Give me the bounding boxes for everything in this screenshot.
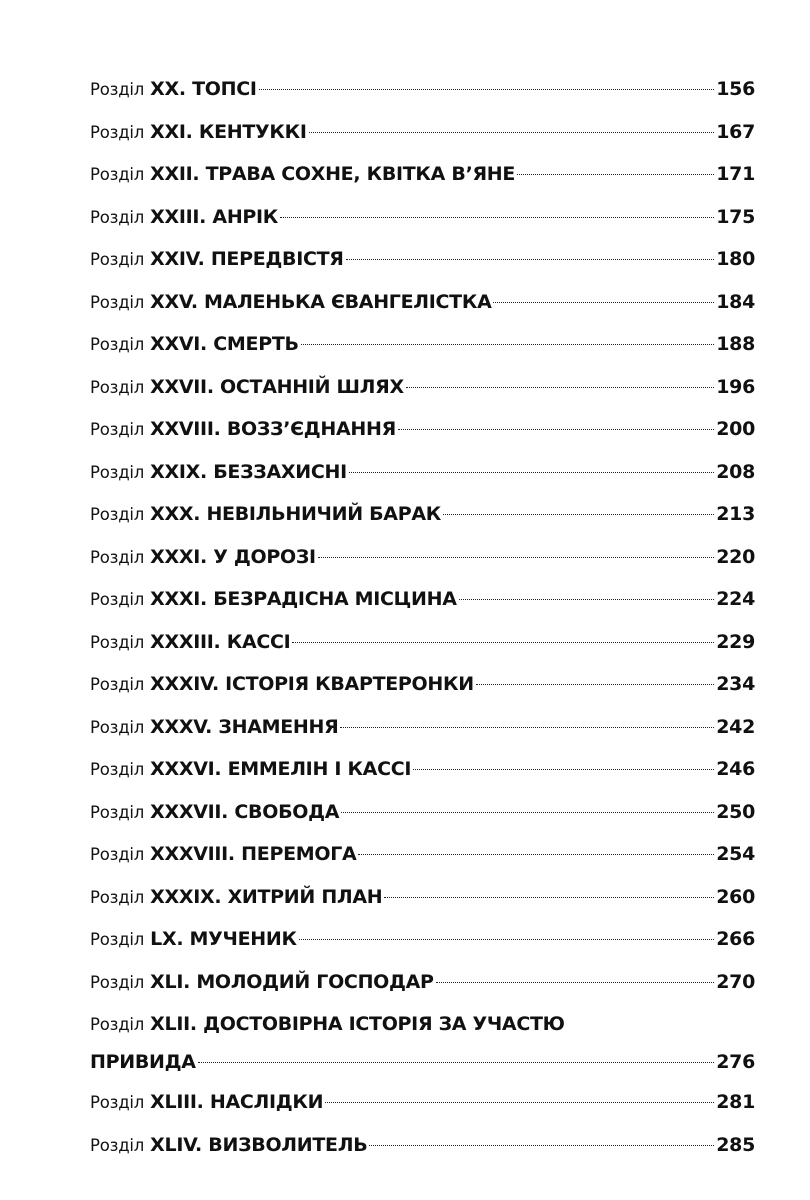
dot-leader (493, 302, 714, 303)
chapter-title: XXIII. АНРІК (150, 205, 279, 228)
toc-entry-line-1 (90, 1005, 755, 1043)
dot-leader (443, 514, 714, 515)
toc-entry (90, 791, 755, 834)
toc-entry (90, 918, 755, 961)
dot-leader (517, 174, 714, 175)
chapter-prefix: Розділ (90, 1093, 145, 1112)
chapter-title: XLI. МОЛОДИЙ ГОСПОДАР (150, 970, 434, 993)
page-number: 213 (716, 503, 755, 525)
dot-leader (476, 684, 714, 685)
chapter-title: XLIV. ВИЗВОЛИТЕЛЬ (150, 1133, 368, 1156)
toc-entry (90, 748, 755, 791)
page-number: 184 (716, 290, 755, 313)
toc-entry (90, 153, 755, 196)
chapter-prefix: Розділ (90, 760, 145, 779)
chapter-prefix: Розділ (90, 335, 145, 354)
chapter-title: XXXV. ЗНАМЕННЯ (150, 715, 339, 738)
chapter-title: XXXVI. ЕММЕЛІН І КАССІ (150, 758, 412, 780)
chapter-title: XX. ТОПСІ (150, 78, 257, 100)
chapter-prefix: Розділ (90, 420, 145, 439)
toc-entry (90, 238, 755, 281)
toc-entry (90, 1124, 755, 1167)
dot-leader (358, 854, 714, 855)
page-number: 180 (716, 248, 755, 270)
dot-leader (325, 1102, 714, 1103)
dot-leader (259, 89, 715, 90)
chapter-prefix: Розділ (90, 675, 145, 694)
chapter-title: XXX. НЕВІЛЬНИЧИЙ БАРАК (150, 503, 441, 525)
page-number: 242 (716, 715, 755, 738)
page-number: 224 (716, 588, 755, 610)
chapter-title: XXXI. БЕЗРАДІСНА МІСЦИНА (150, 588, 457, 610)
toc-entry (90, 323, 755, 366)
chapter-prefix: Розділ (90, 590, 145, 609)
chapter-title: XXXIII. КАССІ (150, 630, 291, 653)
table-of-contents (90, 68, 755, 1166)
chapter-prefix: Розділ (90, 845, 145, 864)
chapter-title-continued: ПРИВИДА (90, 1051, 196, 1073)
chapter-title: XXXI. У ДОРОЗІ (150, 545, 316, 568)
page-number: 250 (716, 800, 755, 823)
chapter-title: XXVI. СМЕРТЬ (150, 333, 299, 355)
toc-entry (90, 451, 755, 494)
toc-entry (90, 536, 755, 579)
chapter-prefix: Розділ (90, 717, 145, 737)
chapter-title: XXV. МАЛЕНЬКА ЄВАНГЕЛІСТКА (150, 290, 492, 313)
toc-entry (90, 408, 755, 451)
chapter-title: LX. МУЧЕНИК (150, 928, 297, 950)
dot-leader (346, 259, 715, 260)
toc-entry (90, 876, 755, 919)
page-number: 196 (716, 375, 755, 398)
dot-leader (349, 472, 714, 473)
dot-leader (459, 599, 715, 600)
dot-leader (198, 1062, 715, 1063)
chapter-title: XXII. ТРАВА СОХНЕ, КВІТКА В’ЯНЕ (150, 163, 516, 185)
page-number: 156 (716, 78, 755, 100)
dot-leader (299, 939, 715, 940)
chapter-prefix: Розділ (90, 1015, 145, 1034)
page-number: 171 (716, 163, 755, 185)
dot-leader (292, 642, 714, 643)
chapter-title: XXI. КЕНТУККІ (150, 120, 307, 143)
page-number: 281 (716, 1091, 755, 1113)
chapter-prefix: Розділ (90, 292, 145, 312)
toc-entry (90, 1005, 755, 1081)
dot-leader (369, 1145, 714, 1146)
page-number: 270 (716, 970, 755, 993)
chapter-title: XXXIV. ІСТОРІЯ КВАРТЕРОНКИ (150, 673, 474, 695)
page-number: 188 (716, 333, 755, 355)
toc-entry (90, 706, 755, 749)
chapter-prefix: Розділ (90, 250, 145, 269)
toc-entry (90, 1081, 755, 1124)
chapter-title: XXXVII. СВОБОДА (150, 800, 340, 823)
chapter-title: XLII. ДОСТОВІРНА ІСТОРІЯ ЗА УЧАСТЮ (150, 1013, 565, 1035)
chapter-prefix: Розділ (90, 505, 145, 524)
page-number: 208 (716, 460, 755, 483)
chapter-prefix: Розділ (90, 802, 145, 822)
chapter-prefix: Розділ (90, 122, 145, 142)
toc-entry (90, 366, 755, 409)
chapter-prefix: Розділ (90, 547, 145, 567)
toc-entry (90, 833, 755, 876)
chapter-prefix: Розділ (90, 930, 145, 949)
page-number: 266 (716, 928, 755, 950)
page-number: 229 (716, 630, 755, 653)
dot-leader (341, 812, 714, 813)
page-number: 234 (716, 673, 755, 695)
toc-list (90, 68, 755, 1166)
chapter-title: XXXVIII. ПЕРЕМОГА (150, 843, 357, 865)
page-number: 220 (716, 545, 755, 568)
page-number: 167 (716, 120, 755, 143)
dot-leader (318, 557, 714, 558)
page-number: 276 (716, 1051, 755, 1073)
chapter-title: XLIII. НАСЛІДКИ (150, 1091, 324, 1113)
page-number: 260 (716, 885, 755, 908)
page-number: 200 (716, 418, 755, 440)
chapter-prefix: Розділ (90, 377, 145, 397)
page-number: 246 (716, 758, 755, 780)
chapter-prefix: Розділ (90, 972, 145, 992)
dot-leader (398, 429, 714, 430)
chapter-prefix: Розділ (90, 80, 145, 99)
toc-entry (90, 663, 755, 706)
chapter-prefix: Розділ (90, 1135, 145, 1155)
page-number: 285 (716, 1133, 755, 1156)
chapter-prefix: Розділ (90, 207, 145, 227)
page-number: 175 (716, 205, 755, 228)
toc-entry (90, 68, 755, 111)
dot-leader (309, 132, 715, 133)
toc-entry (90, 196, 755, 239)
toc-entry (90, 111, 755, 154)
dot-leader (406, 387, 714, 388)
chapter-prefix: Розділ (90, 165, 145, 184)
toc-entry (90, 578, 755, 621)
chapter-title: XXVIII. ВОЗЗ’ЄДНАННЯ (150, 418, 396, 440)
chapter-title: XXIX. БЕЗЗАХИСНІ (150, 460, 347, 483)
dot-leader (413, 769, 714, 770)
chapter-title: XXVII. ОСТАННІЙ ШЛЯХ (150, 375, 404, 398)
chapter-prefix: Розділ (90, 632, 145, 652)
chapter-title: XXXIX. ХИТРИЙ ПЛАН (150, 885, 383, 908)
chapter-prefix: Розділ (90, 462, 145, 482)
toc-entry (90, 961, 755, 1004)
dot-leader (280, 217, 714, 218)
page-number: 254 (716, 843, 755, 865)
dot-leader (340, 727, 714, 728)
dot-leader (436, 982, 715, 983)
toc-entry (90, 493, 755, 536)
chapter-title: XXIV. ПЕРЕДВІСТЯ (150, 248, 344, 270)
chapter-prefix: Розділ (90, 887, 145, 907)
dot-leader (301, 344, 715, 345)
toc-entry-line-2 (90, 1043, 755, 1081)
toc-entry (90, 621, 755, 664)
dot-leader (384, 897, 714, 898)
toc-entry (90, 281, 755, 324)
